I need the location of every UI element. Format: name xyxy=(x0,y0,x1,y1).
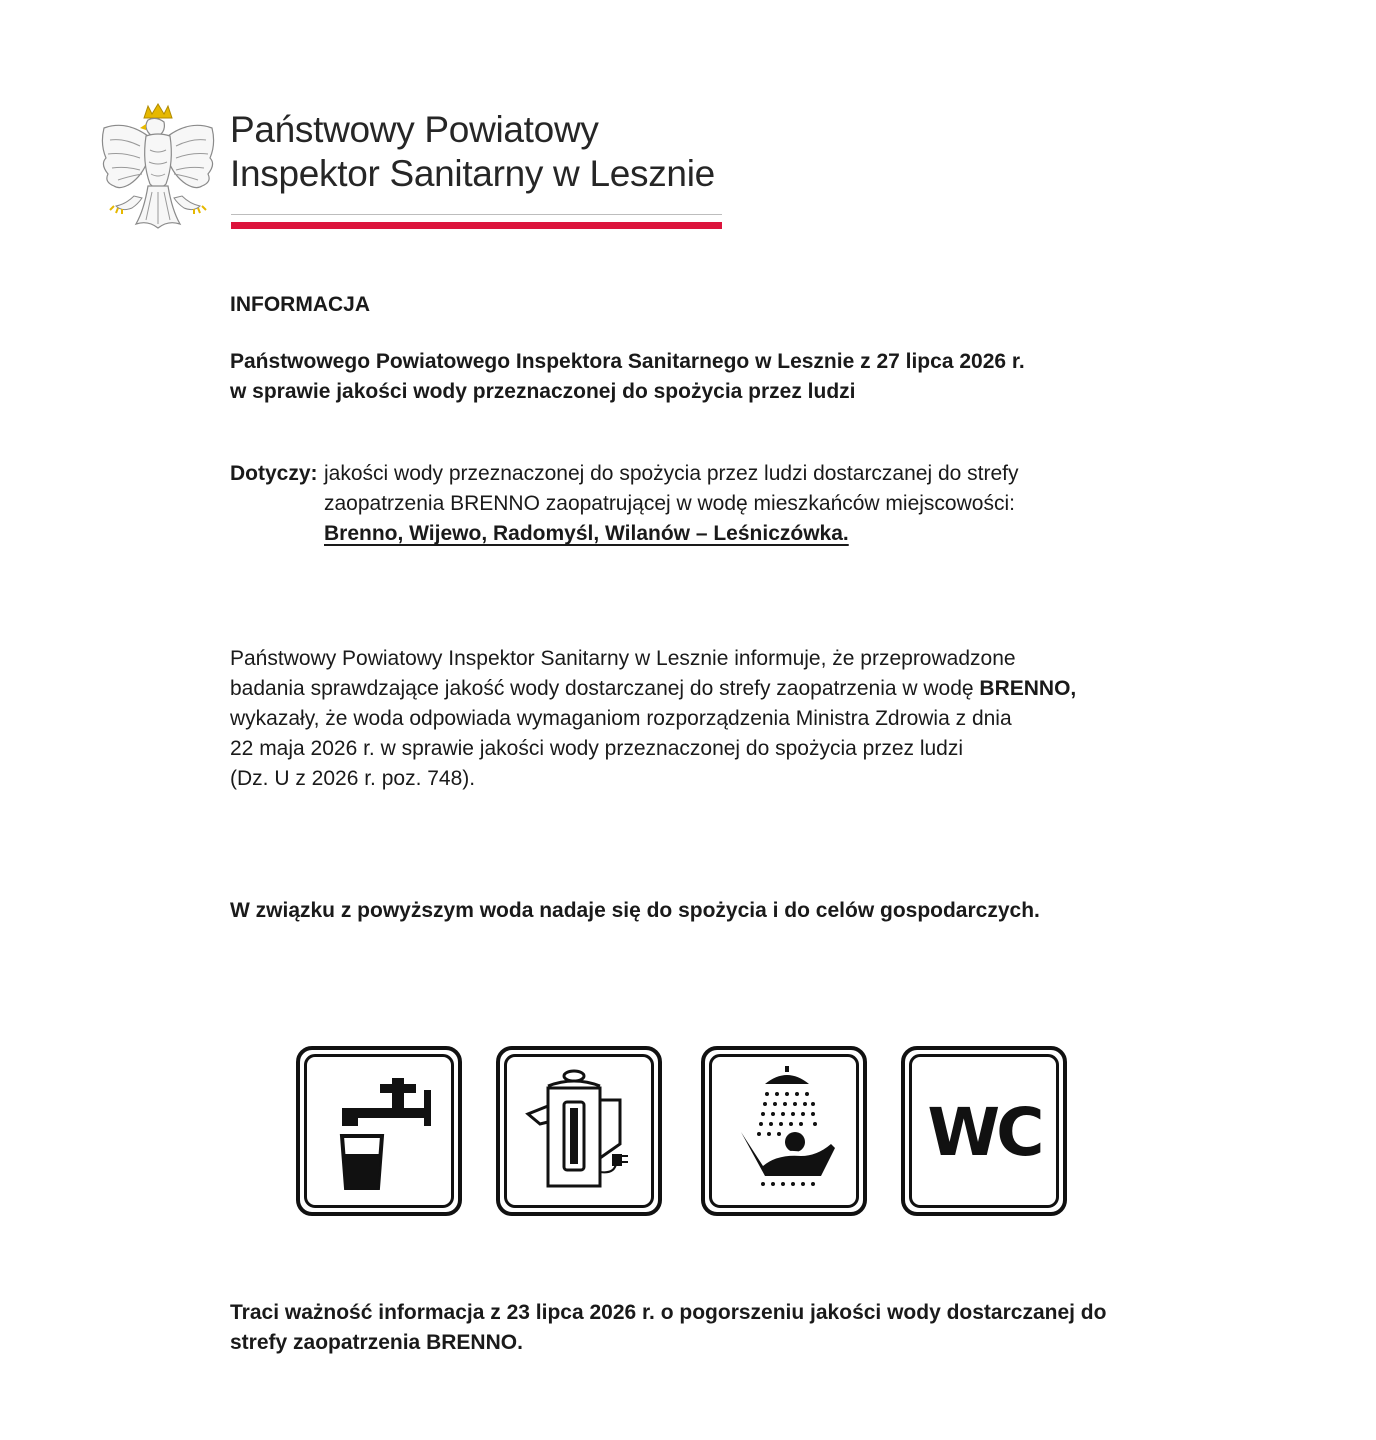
body-line-2-text: badania sprawdzające jakość wody dostarczanej do strefy zaopatrzenia w wodę xyxy=(230,677,980,700)
body-paragraph xyxy=(230,644,1076,794)
concerns-label: Dotyczy: xyxy=(230,462,318,485)
header-divider-red xyxy=(231,222,722,229)
expiry-note-line-1: Traci ważność informacja z 23 lipca 2026 r. o pogorszeniu jakości wody dostarczanej do xyxy=(230,1301,1107,1324)
document-subtitle xyxy=(230,347,1025,407)
concerns-line-1: jakości wody przeznaczonej do spożycia przez ludzi dostarczanej do strefy xyxy=(324,462,1019,485)
header-divider-grey xyxy=(231,214,722,215)
body-line-4: 22 maja 2026 r. w sprawie jakości wody przeznaczonej do spożycia przez ludzi xyxy=(230,737,964,760)
body-line-2 xyxy=(230,674,1076,704)
expiry-note-line-2: strefy zaopatrzenia BRENNO. xyxy=(230,1331,523,1354)
electric-kettle-icon xyxy=(496,1046,662,1216)
drinking-water-tap-icon xyxy=(296,1046,462,1216)
concerns-line-2: zaopatrzenia BRENNO zaopatrującej w wodę mieszkańców miejscowości: xyxy=(324,492,1015,515)
body-line-3: wykazały, że woda odpowiada wymaganiom rozporządzenia Ministra Zdrowia z dnia xyxy=(230,707,1012,730)
institution-name xyxy=(230,108,715,196)
document-heading: INFORMACJA xyxy=(230,293,370,316)
concerns-places: Brenno, Wijewo, Radomyśl, Wilanów – Leśniczówka. xyxy=(324,522,849,545)
body-line-1: Państwowy Powiatowy Inspektor Sanitarny w Lesznie informuje, że przeprowadzone xyxy=(230,647,1016,670)
wc-icon-text: WC xyxy=(927,1094,1041,1171)
white-eagle-emblem-icon xyxy=(96,100,220,232)
shower-bath-icon xyxy=(701,1046,867,1216)
expiry-note xyxy=(230,1298,1106,1358)
concerns-text xyxy=(324,459,1104,549)
subtitle-line-1: Państwowego Powiatowego Inspektora Sanitarnego w Lesznie z 27 lipca 2026 r. xyxy=(230,350,1025,373)
institution-name-line-2: Inspektor Sanitarny w Lesznie xyxy=(230,153,715,194)
wc-icon xyxy=(901,1046,1067,1216)
conclusion-statement: W związku z powyższym woda nadaje się do spożycia i do celów gospodarczych. xyxy=(230,899,1040,922)
subtitle-line-2: w sprawie jakości wody przeznaczonej do spożycia przez ludzi xyxy=(230,380,856,403)
body-line-2-zone: BRENNO, xyxy=(979,677,1077,700)
water-use-icons xyxy=(296,1046,1076,1224)
institution-name-line-1: Państwowy Powiatowy xyxy=(230,109,599,150)
body-line-5: (Dz. U z 2026 r. poz. 748). xyxy=(230,767,476,790)
